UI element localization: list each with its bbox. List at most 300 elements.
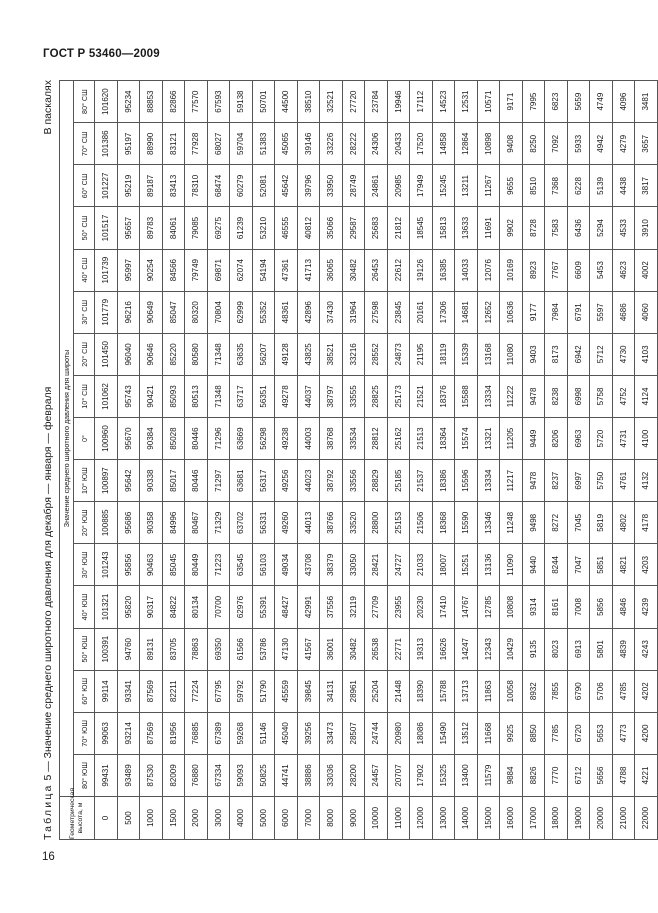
pressure-cell: 10429 [500, 628, 523, 670]
pressure-cell: 21033 [410, 544, 433, 586]
pressure-cell: 28222 [342, 123, 365, 165]
pressure-cell: 6823 [545, 81, 568, 123]
pressure-cell: 80320 [185, 291, 208, 333]
pressure-cell: 42896 [297, 291, 320, 333]
pressure-cell: 3817 [635, 165, 658, 207]
pressure-cell: 11267 [477, 165, 500, 207]
pressure-cell: 19946 [387, 81, 410, 123]
latitude-group-header: Значение среднего широтного давления для широты [60, 81, 74, 797]
pressure-cell: 38510 [297, 81, 320, 123]
pressure-cell: 29587 [342, 207, 365, 249]
pressure-cell: 9925 [500, 712, 523, 754]
pressure-cell: 17112 [410, 81, 433, 123]
latitude-column-header: 30° ЮШ [74, 544, 95, 586]
pressure-cell: 80580 [185, 333, 208, 375]
pressure-cell: 33473 [320, 712, 343, 754]
pressure-cell: 4686 [612, 291, 635, 333]
pressure-cell: 4060 [635, 291, 658, 333]
pressure-cell: 31964 [342, 291, 365, 333]
table-caption [42, 387, 54, 840]
pressure-cell: 95670 [117, 418, 140, 460]
pressure-cell: 17520 [410, 123, 433, 165]
pressure-cell: 51383 [252, 123, 275, 165]
pressure-cell: 101739 [95, 249, 118, 291]
pressure-cell: 60279 [230, 165, 253, 207]
pressure-cell: 83413 [162, 165, 185, 207]
pressure-cell: 90317 [140, 586, 163, 628]
pressure-cell: 59792 [230, 670, 253, 712]
altitude-column-header: Геометрическая высота, м [60, 797, 95, 840]
altitude-cell: 0 [95, 797, 118, 840]
pressure-cell: 25173 [387, 375, 410, 417]
pressure-cell: 80467 [185, 502, 208, 544]
pressure-cell: 9403 [522, 333, 545, 375]
pressure-cell: 101517 [95, 207, 118, 249]
altitude-cell: 13000 [432, 797, 455, 840]
pressure-cell: 10169 [500, 249, 523, 291]
pressure-cell: 54194 [252, 249, 275, 291]
pressure-cell: 90254 [140, 249, 163, 291]
pressure-cell: 18086 [410, 712, 433, 754]
pressure-cell: 21513 [410, 418, 433, 460]
pressure-cell: 71296 [207, 418, 230, 460]
pressure-cell: 19313 [410, 628, 433, 670]
pressure-cell: 28421 [365, 544, 388, 586]
pressure-cell: 46555 [275, 207, 298, 249]
pressure-cell: 80134 [185, 586, 208, 628]
pressure-cell: 82009 [162, 754, 185, 796]
pressure-cell: 4221 [635, 754, 658, 796]
pressure-cell: 49278 [275, 375, 298, 417]
pressure-cell: 4002 [635, 249, 658, 291]
pressure-cell: 13400 [455, 754, 478, 796]
pressure-cell: 11222 [500, 375, 523, 417]
pressure-cell: 17902 [410, 754, 433, 796]
pressure-cell: 99114 [95, 670, 118, 712]
pressure-cell: 87530 [140, 754, 163, 796]
pressure-cell: 88990 [140, 123, 163, 165]
pressure-cell: 4749 [590, 81, 613, 123]
pressure-cell: 4773 [612, 712, 635, 754]
pressure-cell: 4731 [612, 418, 635, 460]
pressure-cell: 67593 [207, 81, 230, 123]
pressure-cell: 87569 [140, 670, 163, 712]
pressure-cell: 93341 [117, 670, 140, 712]
pressure-cell: 22612 [387, 249, 410, 291]
table-row [230, 81, 253, 840]
table-row [207, 81, 230, 840]
pressure-cell: 33036 [320, 754, 343, 796]
pressure-cell: 7008 [567, 586, 590, 628]
pressure-cell: 7045 [567, 502, 590, 544]
pressure-cell: 24873 [387, 333, 410, 375]
pressure-cell: 25683 [365, 207, 388, 249]
altitude-cell: 4000 [230, 797, 253, 840]
pressure-cell: 96216 [117, 291, 140, 333]
pressure-cell: 15813 [432, 207, 455, 249]
pressure-cell: 44500 [275, 81, 298, 123]
pressure-cell: 76880 [185, 754, 208, 796]
pressure-cell: 59093 [230, 754, 253, 796]
pressure-cell: 9135 [522, 628, 545, 670]
altitude-cell: 500 [117, 797, 140, 840]
pressure-cell: 24861 [365, 165, 388, 207]
pressure-cell: 33050 [342, 544, 365, 586]
pressure-cell: 13211 [455, 165, 478, 207]
pressure-cell: 90421 [140, 375, 163, 417]
pressure-cell: 6228 [567, 165, 590, 207]
pressure-cell: 4239 [635, 586, 658, 628]
pressure-cell: 5706 [590, 670, 613, 712]
pressure-cell: 8244 [545, 544, 568, 586]
pressure-cell: 14247 [455, 628, 478, 670]
table-row [612, 81, 635, 840]
pressure-cell: 8826 [522, 754, 545, 796]
pressure-cell: 28200 [342, 754, 365, 796]
latitude-column-header: 60° СШ [74, 165, 95, 207]
pressure-cell: 45040 [275, 712, 298, 754]
pressure-cell: 11248 [500, 502, 523, 544]
pressure-cell: 80446 [185, 418, 208, 460]
pressure-cell: 6720 [567, 712, 590, 754]
pressure-cell: 15588 [455, 375, 478, 417]
pressure-cell: 89783 [140, 207, 163, 249]
pressure-cell: 88853 [140, 81, 163, 123]
pressure-cell: 8238 [545, 375, 568, 417]
pressure-cell: 24744 [365, 712, 388, 754]
pressure-cell: 11691 [477, 207, 500, 249]
pressure-cell: 13512 [455, 712, 478, 754]
pressure-cell: 71348 [207, 375, 230, 417]
pressure-cell: 45559 [275, 670, 298, 712]
pressure-cell: 5851 [590, 544, 613, 586]
pressure-cell: 11668 [477, 712, 500, 754]
table-row [387, 81, 410, 840]
pressure-cell: 13136 [477, 544, 500, 586]
latitude-column-header: 70° ЮШ [74, 712, 95, 754]
pressure-cell: 82211 [162, 670, 185, 712]
pressure-cell: 100897 [95, 460, 118, 502]
table-units: В паскалях [42, 80, 54, 135]
pressure-cell: 28800 [365, 502, 388, 544]
pressure-cell: 5801 [590, 628, 613, 670]
pressure-cell: 34131 [320, 670, 343, 712]
pressure-cell: 11205 [500, 418, 523, 460]
pressure-cell: 55391 [252, 586, 275, 628]
pressure-cell: 51790 [252, 670, 275, 712]
pressure-cell: 45642 [275, 165, 298, 207]
pressure-cell: 7785 [545, 712, 568, 754]
pressure-cell: 38886 [297, 754, 320, 796]
pressure-cell: 38766 [320, 502, 343, 544]
pressure-cell: 13321 [477, 418, 500, 460]
pressure-cell: 25185 [387, 460, 410, 502]
pressure-cell: 8728 [522, 207, 545, 249]
pressure-cell: 9171 [500, 81, 523, 123]
pressure-cell: 69350 [207, 628, 230, 670]
pressure-cell: 18119 [432, 333, 455, 375]
pressure-cell: 90649 [140, 291, 163, 333]
pressure-cell: 9884 [500, 754, 523, 796]
pressure-cell: 85017 [162, 460, 185, 502]
pressure-cell: 50825 [252, 754, 275, 796]
pressure-cell: 6997 [567, 460, 590, 502]
pressure-cell: 69275 [207, 207, 230, 249]
pressure-cell: 71297 [207, 460, 230, 502]
altitude-cell: 14000 [455, 797, 478, 840]
pressure-cell: 70700 [207, 586, 230, 628]
pressure-cell: 33534 [342, 418, 365, 460]
pressure-cell: 11217 [500, 460, 523, 502]
pressure-cell: 4788 [612, 754, 635, 796]
pressure-cell: 21537 [410, 460, 433, 502]
pressure-cell: 87569 [140, 712, 163, 754]
pressure-cell: 17306 [432, 291, 455, 333]
pressure-cell: 13633 [455, 207, 478, 249]
pressure-cell: 39845 [297, 670, 320, 712]
pressure-cell: 59138 [230, 81, 253, 123]
table-row [342, 81, 365, 840]
pressure-cell: 25204 [365, 670, 388, 712]
pressure-cell: 28749 [342, 165, 365, 207]
table-row [252, 81, 275, 840]
pressure-cell: 4752 [612, 375, 635, 417]
pressure-cell: 5139 [590, 165, 613, 207]
pressure-cell: 93214 [117, 712, 140, 754]
pressure-cell: 90463 [140, 544, 163, 586]
pressure-cell: 24306 [365, 123, 388, 165]
altitude-cell: 21000 [612, 797, 635, 840]
pressure-cell: 4785 [612, 670, 635, 712]
pressure-cell: 27709 [365, 586, 388, 628]
pressure-cell: 100885 [95, 502, 118, 544]
altitude-cell: 11000 [387, 797, 410, 840]
pressure-cell: 7583 [545, 207, 568, 249]
pressure-cell: 39256 [297, 712, 320, 754]
pressure-cell: 25153 [387, 502, 410, 544]
pressure-cell: 95820 [117, 586, 140, 628]
pressure-cell: 90646 [140, 333, 163, 375]
altitude-cell: 16000 [500, 797, 523, 840]
pressure-cell: 16385 [432, 249, 455, 291]
latitude-column-header: 20° СШ [74, 333, 95, 375]
pressure-cell: 7047 [567, 544, 590, 586]
pressure-cell: 21448 [387, 670, 410, 712]
pressure-cell: 28552 [365, 333, 388, 375]
pressure-cell: 8206 [545, 418, 568, 460]
pressure-cell: 84566 [162, 249, 185, 291]
pressure-cell: 44741 [275, 754, 298, 796]
pressure-cell: 33556 [342, 460, 365, 502]
pressure-cell: 56298 [252, 418, 275, 460]
pressure-cell: 51146 [252, 712, 275, 754]
pressure-cell: 15325 [432, 754, 455, 796]
latitude-column-header: 50° СШ [74, 207, 95, 249]
pressure-cell: 6790 [567, 670, 590, 712]
pressure-cell: 48427 [275, 586, 298, 628]
pressure-cell: 68027 [207, 123, 230, 165]
pressure-cell: 18007 [432, 544, 455, 586]
pressure-cell: 101779 [95, 291, 118, 333]
pressure-cell: 9478 [522, 375, 545, 417]
pressure-cell: 44037 [297, 375, 320, 417]
pressure-cell: 10898 [477, 123, 500, 165]
pressure-cell: 63669 [230, 418, 253, 460]
pressure-cell: 77224 [185, 670, 208, 712]
pressure-cell: 28961 [342, 670, 365, 712]
pressure-cell: 4124 [635, 375, 658, 417]
pressure-cell: 67795 [207, 670, 230, 712]
pressure-cell: 4761 [612, 460, 635, 502]
pressure-cell: 18364 [432, 418, 455, 460]
pressure-cell: 79085 [185, 207, 208, 249]
altitude-cell: 15000 [477, 797, 500, 840]
pressure-cell: 13713 [455, 670, 478, 712]
pressure-cell: 8173 [545, 333, 568, 375]
pressure-cell: 63681 [230, 460, 253, 502]
pressure-cell: 4096 [612, 81, 635, 123]
pressure-cell: 4821 [612, 544, 635, 586]
pressure-cell: 56317 [252, 460, 275, 502]
pressure-cell: 24727 [387, 544, 410, 586]
pressure-cell: 23784 [365, 81, 388, 123]
table-row [297, 81, 320, 840]
pressure-cell: 37430 [320, 291, 343, 333]
table-caption-lead: Таблица [42, 783, 54, 840]
pressure-cell: 50701 [252, 81, 275, 123]
altitude-cell: 8000 [320, 797, 343, 840]
pressure-cell: 12652 [477, 291, 500, 333]
pressure-cell: 62999 [230, 291, 253, 333]
pressure-cell: 15596 [455, 460, 478, 502]
pressure-cell: 47361 [275, 249, 298, 291]
pressure-cell: 89131 [140, 628, 163, 670]
table-row [522, 81, 545, 840]
pressure-cell: 95856 [117, 544, 140, 586]
pressure-cell: 15590 [455, 502, 478, 544]
pressure-cell: 12531 [455, 81, 478, 123]
pressure-cell: 43825 [297, 333, 320, 375]
pressure-cell: 21195 [410, 333, 433, 375]
pressure-cell: 95657 [117, 207, 140, 249]
pressure-cell: 41567 [297, 628, 320, 670]
pressure-cell: 5712 [590, 333, 613, 375]
pressure-cell: 9478 [522, 460, 545, 502]
latitude-column-header: 40° ЮШ [74, 586, 95, 628]
pressure-cell: 101450 [95, 333, 118, 375]
pressure-cell: 63635 [230, 333, 253, 375]
pressure-cell: 83705 [162, 628, 185, 670]
pressure-cell: 99063 [95, 712, 118, 754]
pressure-cell: 6963 [567, 418, 590, 460]
pressure-cell: 38797 [320, 375, 343, 417]
pressure-cell: 44003 [297, 418, 320, 460]
pressure-cell: 6436 [567, 207, 590, 249]
pressure-cell: 95234 [117, 81, 140, 123]
page-number: 16 [42, 851, 55, 863]
pressure-cell: 79749 [185, 249, 208, 291]
pressure-cell: 15251 [455, 544, 478, 586]
altitude-cell: 22000 [635, 797, 658, 840]
table-row [590, 81, 613, 840]
pressure-cell: 90338 [140, 460, 163, 502]
pressure-cell: 8161 [545, 586, 568, 628]
pressure-cell: 4200 [635, 712, 658, 754]
pressure-cell: 14767 [455, 586, 478, 628]
pressure-cell: 11579 [477, 754, 500, 796]
pressure-cell: 18376 [432, 375, 455, 417]
pressure-cell: 101062 [95, 375, 118, 417]
pressure-cell: 8250 [522, 123, 545, 165]
latitude-column-header: 10° ЮШ [74, 460, 95, 502]
pressure-cell: 6791 [567, 291, 590, 333]
pressure-cell: 18390 [410, 670, 433, 712]
pressure-cell: 71223 [207, 544, 230, 586]
pressure-cell: 9177 [522, 291, 545, 333]
pressure-cell: 26538 [365, 628, 388, 670]
pressure-cell: 8510 [522, 165, 545, 207]
pressure-cell: 7770 [545, 754, 568, 796]
pressure-cell: 11863 [477, 670, 500, 712]
pressure-cell: 4202 [635, 670, 658, 712]
pressure-cell: 8923 [522, 249, 545, 291]
table-row [500, 81, 523, 840]
pressure-cell: 94760 [117, 628, 140, 670]
pressure-cell: 4942 [590, 123, 613, 165]
pressure-cell: 9314 [522, 586, 545, 628]
pressure-cell: 52081 [252, 165, 275, 207]
pressure-cell: 56207 [252, 333, 275, 375]
pressure-cell: 85028 [162, 418, 185, 460]
pressure-cell: 9408 [500, 123, 523, 165]
pressure-cell: 18368 [432, 502, 455, 544]
pressure-cell: 23955 [387, 586, 410, 628]
latitude-column-header: 0° [74, 418, 95, 460]
pressure-cell: 4839 [612, 628, 635, 670]
pressure-cell: 80446 [185, 460, 208, 502]
altitude-cell: 12000 [410, 797, 433, 840]
pressure-cell: 6998 [567, 375, 590, 417]
pressure-cell: 99431 [95, 754, 118, 796]
pressure-cell: 63717 [230, 375, 253, 417]
pressure-cell: 32119 [342, 586, 365, 628]
pressure-cell: 5294 [590, 207, 613, 249]
pressure-cell: 5750 [590, 460, 613, 502]
pressure-cell: 15788 [432, 670, 455, 712]
table-row [275, 81, 298, 840]
pressure-cell: 40812 [297, 207, 320, 249]
pressure-cell: 26453 [365, 249, 388, 291]
pressure-cell: 89187 [140, 165, 163, 207]
pressure-cell: 13334 [477, 375, 500, 417]
table-row [162, 81, 185, 840]
pressure-cell: 20230 [410, 586, 433, 628]
pressure-cell: 84996 [162, 502, 185, 544]
pressure-cell: 11080 [500, 333, 523, 375]
pressure-cell: 42991 [297, 586, 320, 628]
altitude-cell: 3000 [207, 797, 230, 840]
pressure-cell: 15245 [432, 165, 455, 207]
pressure-cell: 101243 [95, 544, 118, 586]
pressure-cell: 6942 [567, 333, 590, 375]
pressure-cell: 3481 [635, 81, 658, 123]
pressure-cell: 4438 [612, 165, 635, 207]
pressure-cell: 85093 [162, 375, 185, 417]
pressure-cell: 4279 [612, 123, 635, 165]
table-row [140, 81, 163, 840]
altitude-cell: 2000 [185, 797, 208, 840]
pressure-cell: 84822 [162, 586, 185, 628]
